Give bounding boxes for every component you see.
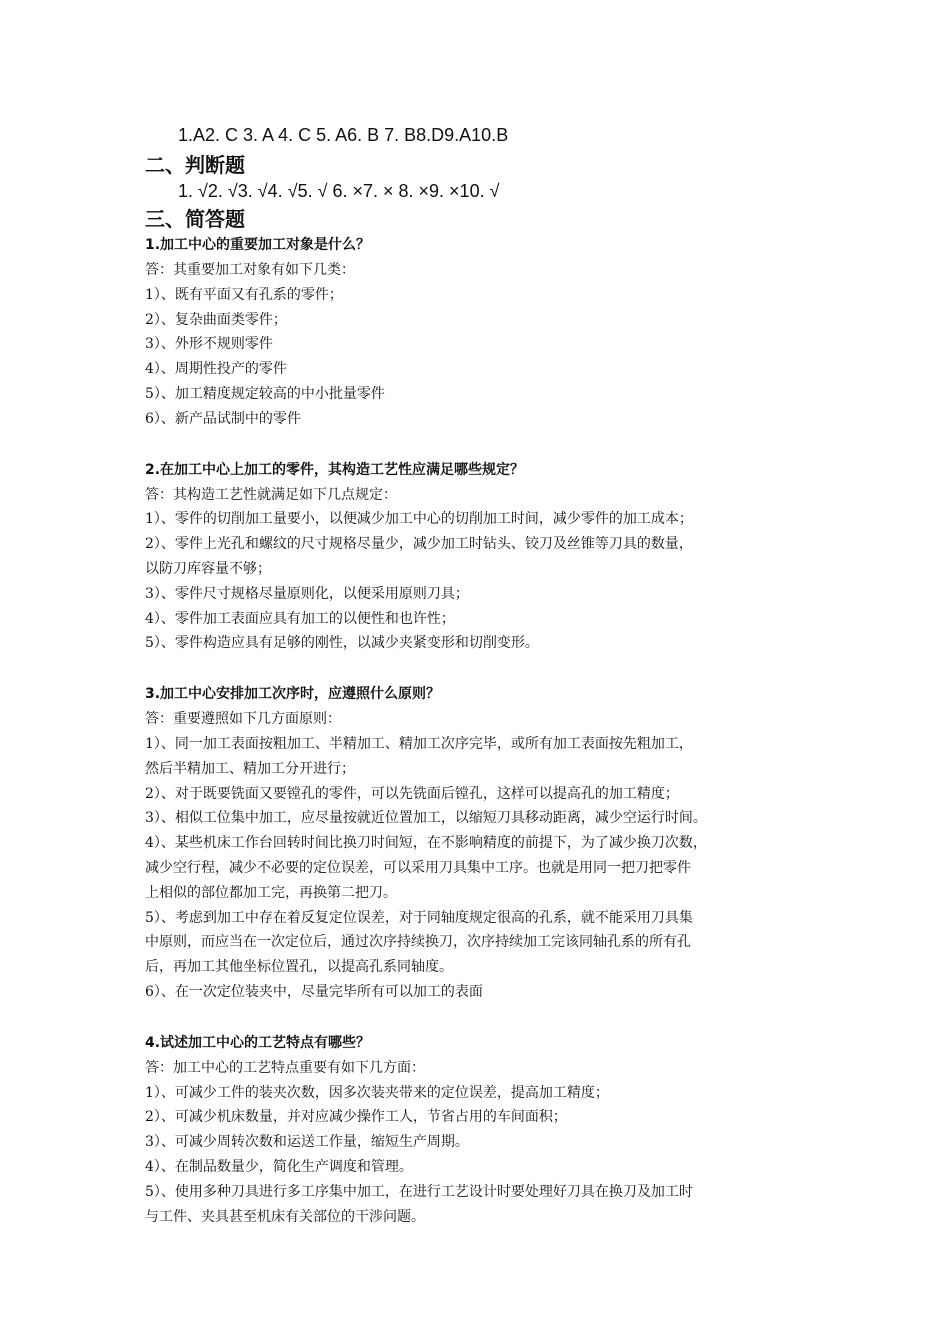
answer-line: 1）、既有平面又有孔系的零件； (145, 286, 343, 303)
question-block (145, 232, 825, 432)
short-answer-list (145, 232, 825, 1229)
answer-line: 2）、可减少机床数量，并对应减少操作工人，节省占用的车间面积； (145, 1109, 567, 1126)
question-block (145, 1030, 825, 1230)
answer-line: 3）、零件尺寸规格尽量原则化，以便采用原则刀具； (145, 585, 469, 602)
section-heading-true-false: 二、判断题 (145, 153, 245, 177)
answer-line: 1）、可减少工件的装夹次数，因多次装夹带来的定位误差，提高加工精度； (145, 1084, 609, 1101)
answer-line: 6）、新产品试制中的零件 (145, 410, 301, 427)
answer-line: 答：重要遵照如下几方面原则： (145, 711, 341, 728)
question-title: 2.在加工中心上加工的零件，其构造工艺性应满足哪些规定？ (145, 461, 525, 478)
answer-line: 与工件、夹具甚至机床有关部位的干涉问题。 (145, 1208, 425, 1225)
question-block (145, 681, 825, 1005)
answer-line: 4）、周期性投产的零件 (145, 361, 287, 378)
answer-line: 2）、复杂曲面类零件； (145, 311, 287, 328)
answer-line: 3）、外形不规则零件 (145, 336, 273, 353)
answer-line: 5）、考虑到加工中存在着反复定位误差，对于同轴度规定很高的孔系，就不能采用刀具集 (145, 909, 693, 926)
answer-line: 中原则，而应当在一次定位后，通过次序持续换刀，次序持续加工完该同轴孔系的所有孔 (145, 934, 691, 951)
answer-line: 以防刀库容量不够； (145, 560, 271, 577)
answer-line: 4）、某些机床工作台回转时间比换刀时间短，在不影响精度的前提下，为了减少换刀次数， (145, 835, 707, 852)
answer-line: 1）、同一加工表面按粗加工、半精加工、精加工次序完毕，或所有加工表面按先粗加工， (145, 735, 693, 752)
answer-line: 5）、零件构造应具有足够的刚性，以减少夹紧变形和切削变形。 (145, 635, 539, 652)
answer-line: 2）、零件上光孔和螺纹的尺寸规格尽量少，减少加工时钻头、铰刀及丝锥等刀具的数量， (145, 536, 693, 553)
true-false-answers: 1. √2. √3. √4. √5. √ 6. ×7. × 8. ×9. ×10. √ (178, 181, 500, 201)
answer-line: 4）、零件加工表面应具有加工的以便性和也许性； (145, 610, 455, 627)
answer-line: 1）、零件的切削加工量要小，以便减少加工中心的切削加工时间，减少零件的加工成本； (145, 511, 693, 528)
answer-line: 上相似的部位都加工完，再换第二把刀。 (145, 884, 397, 901)
question-block (145, 457, 825, 657)
answer-line: 4）、在制品数量少，简化生产调度和管理。 (145, 1158, 413, 1175)
answer-line: 5）、加工精度规定较高的中小批量零件 (145, 385, 385, 402)
answer-line: 减少空行程，减少不必要的定位误差，可以采用刀具集中工序。也就是用同一把刀把零件 (145, 859, 691, 876)
answer-line: 后，再加工其他坐标位置孔，以提高孔系同轴度。 (145, 959, 453, 976)
multiple-choice-answers: 1.A2. C 3. A 4. C 5. A6. B 7. B8.D9.A10.B (178, 125, 509, 145)
answer-line: 3）、可减少周转次数和运送工作量，缩短生产周期。 (145, 1134, 469, 1151)
question-title: 3.加工中心安排加工次序时，应遵照什么原则？ (145, 686, 441, 703)
answer-line: 5）、使用多种刀具进行多工序集中加工，在进行工艺设计时要处理好刀具在换刀及加工时 (145, 1183, 693, 1200)
document-content (145, 118, 825, 1254)
answer-line: 答：其重要加工对象有如下几类： (145, 262, 355, 278)
question-title: 1.加工中心的重要加工对象是什么？ (145, 237, 371, 253)
answer-line: 6）、在一次定位装夹中，尽量完毕所有可以加工的表面 (145, 983, 483, 1000)
answer-line: 2）、对于既要铣面又要镗孔的零件，可以先铣面后镗孔，这样可以提高孔的加工精度； (145, 785, 679, 802)
answer-line: 答：其构造工艺性就满足如下几点规定： (145, 486, 397, 503)
answer-line: 然后半精加工、精加工分开进行； (145, 760, 355, 777)
answer-line: 3）、相似工位集中加工，应尽量按就近位置加工，以缩短刀具移动距离，减少空运行时间。 (145, 810, 707, 827)
answer-line: 答：加工中心的工艺特点重要有如下几方面： (145, 1059, 425, 1076)
question-title: 4.试述加工中心的工艺特点有哪些？ (145, 1034, 371, 1051)
section-heading-short-answer: 三、简答题 (145, 207, 245, 231)
